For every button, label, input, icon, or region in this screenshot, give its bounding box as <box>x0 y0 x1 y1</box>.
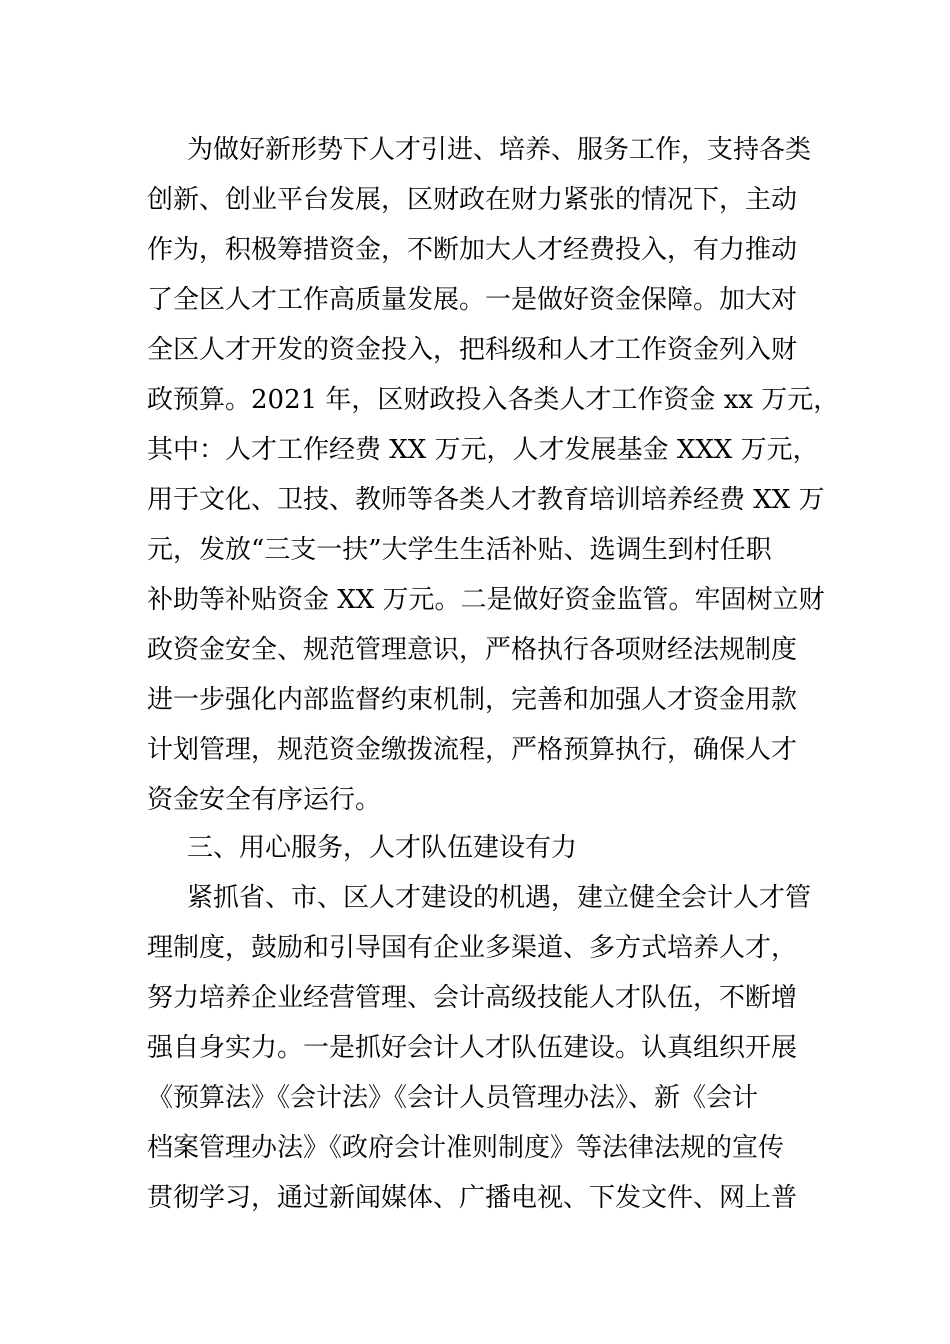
paragraph-line: 作为，积极筹措资金，不断加大人才经费投入，有力推动 <box>147 235 798 265</box>
paragraph-line: 创新、创业平台发展，区财政在财力紧张的情况下，主动 <box>147 185 798 215</box>
paragraph-line: 其中：人才工作经费 XX 万元，人才发展基金 XXX 万元， <box>147 435 819 465</box>
paragraph-line: 计划管理，规范资金缴拨流程，严格预算执行，确保人才 <box>147 735 798 765</box>
paragraph-line: 进一步强化内部监督约束机制，完善和加强人才资金用款 <box>147 685 798 715</box>
paragraph-line: 为做好新形势下人才引进、培养、服务工作，支持各类 <box>187 135 812 165</box>
paragraph-line: 全区人才开发的资金投入，把科级和人才工作资金列入财 <box>147 335 798 365</box>
paragraph-line: 《预算法》《会计法》《会计人员管理办法》、新《会计 <box>147 1083 759 1113</box>
paragraph-line: 强自身实力。一是抓好会计人才队伍建设。认真组织开展 <box>147 1033 798 1063</box>
section-heading: 三、用心服务，人才队伍建设有力 <box>187 833 578 863</box>
paragraph-line: 紧抓省、市、区人才建设的机遇，建立健全会计人才管 <box>187 883 812 913</box>
paragraph-line: 努力培养企业经营管理、会计高级技能人才队伍，不断增 <box>147 983 798 1013</box>
paragraph-line: 档案管理办法》《政府会计准则制度》等法律法规的宣传 <box>147 1133 785 1163</box>
paragraph-line: 理制度，鼓励和引导国有企业多渠道、多方式培养人才， <box>147 933 798 963</box>
paragraph-line: 贯彻学习，通过新闻媒体、广播电视、下发文件、网上普 <box>147 1183 798 1213</box>
paragraph-line: 元，发放“三支一扶”大学生生活补贴、选调生到村任职 <box>147 535 772 565</box>
paragraph-line: 政预算。2021 年，区财政投入各类人才工作资金 xx 万元， <box>147 385 840 415</box>
paragraph-line: 用于文化、卫技、教师等各类人才教育培训培养经费 XX 万 <box>147 485 825 515</box>
paragraph-line: 政资金安全、规范管理意识，严格执行各项财经法规制度 <box>147 635 798 665</box>
paragraph-line: 资金安全有序运行。 <box>147 785 382 815</box>
paragraph-line: 补助等补贴资金 XX 万元。二是做好资金监管。牢固树立财 <box>147 585 825 615</box>
paragraph-line: 了全区人才工作高质量发展。一是做好资金保障。加大对 <box>147 285 798 315</box>
